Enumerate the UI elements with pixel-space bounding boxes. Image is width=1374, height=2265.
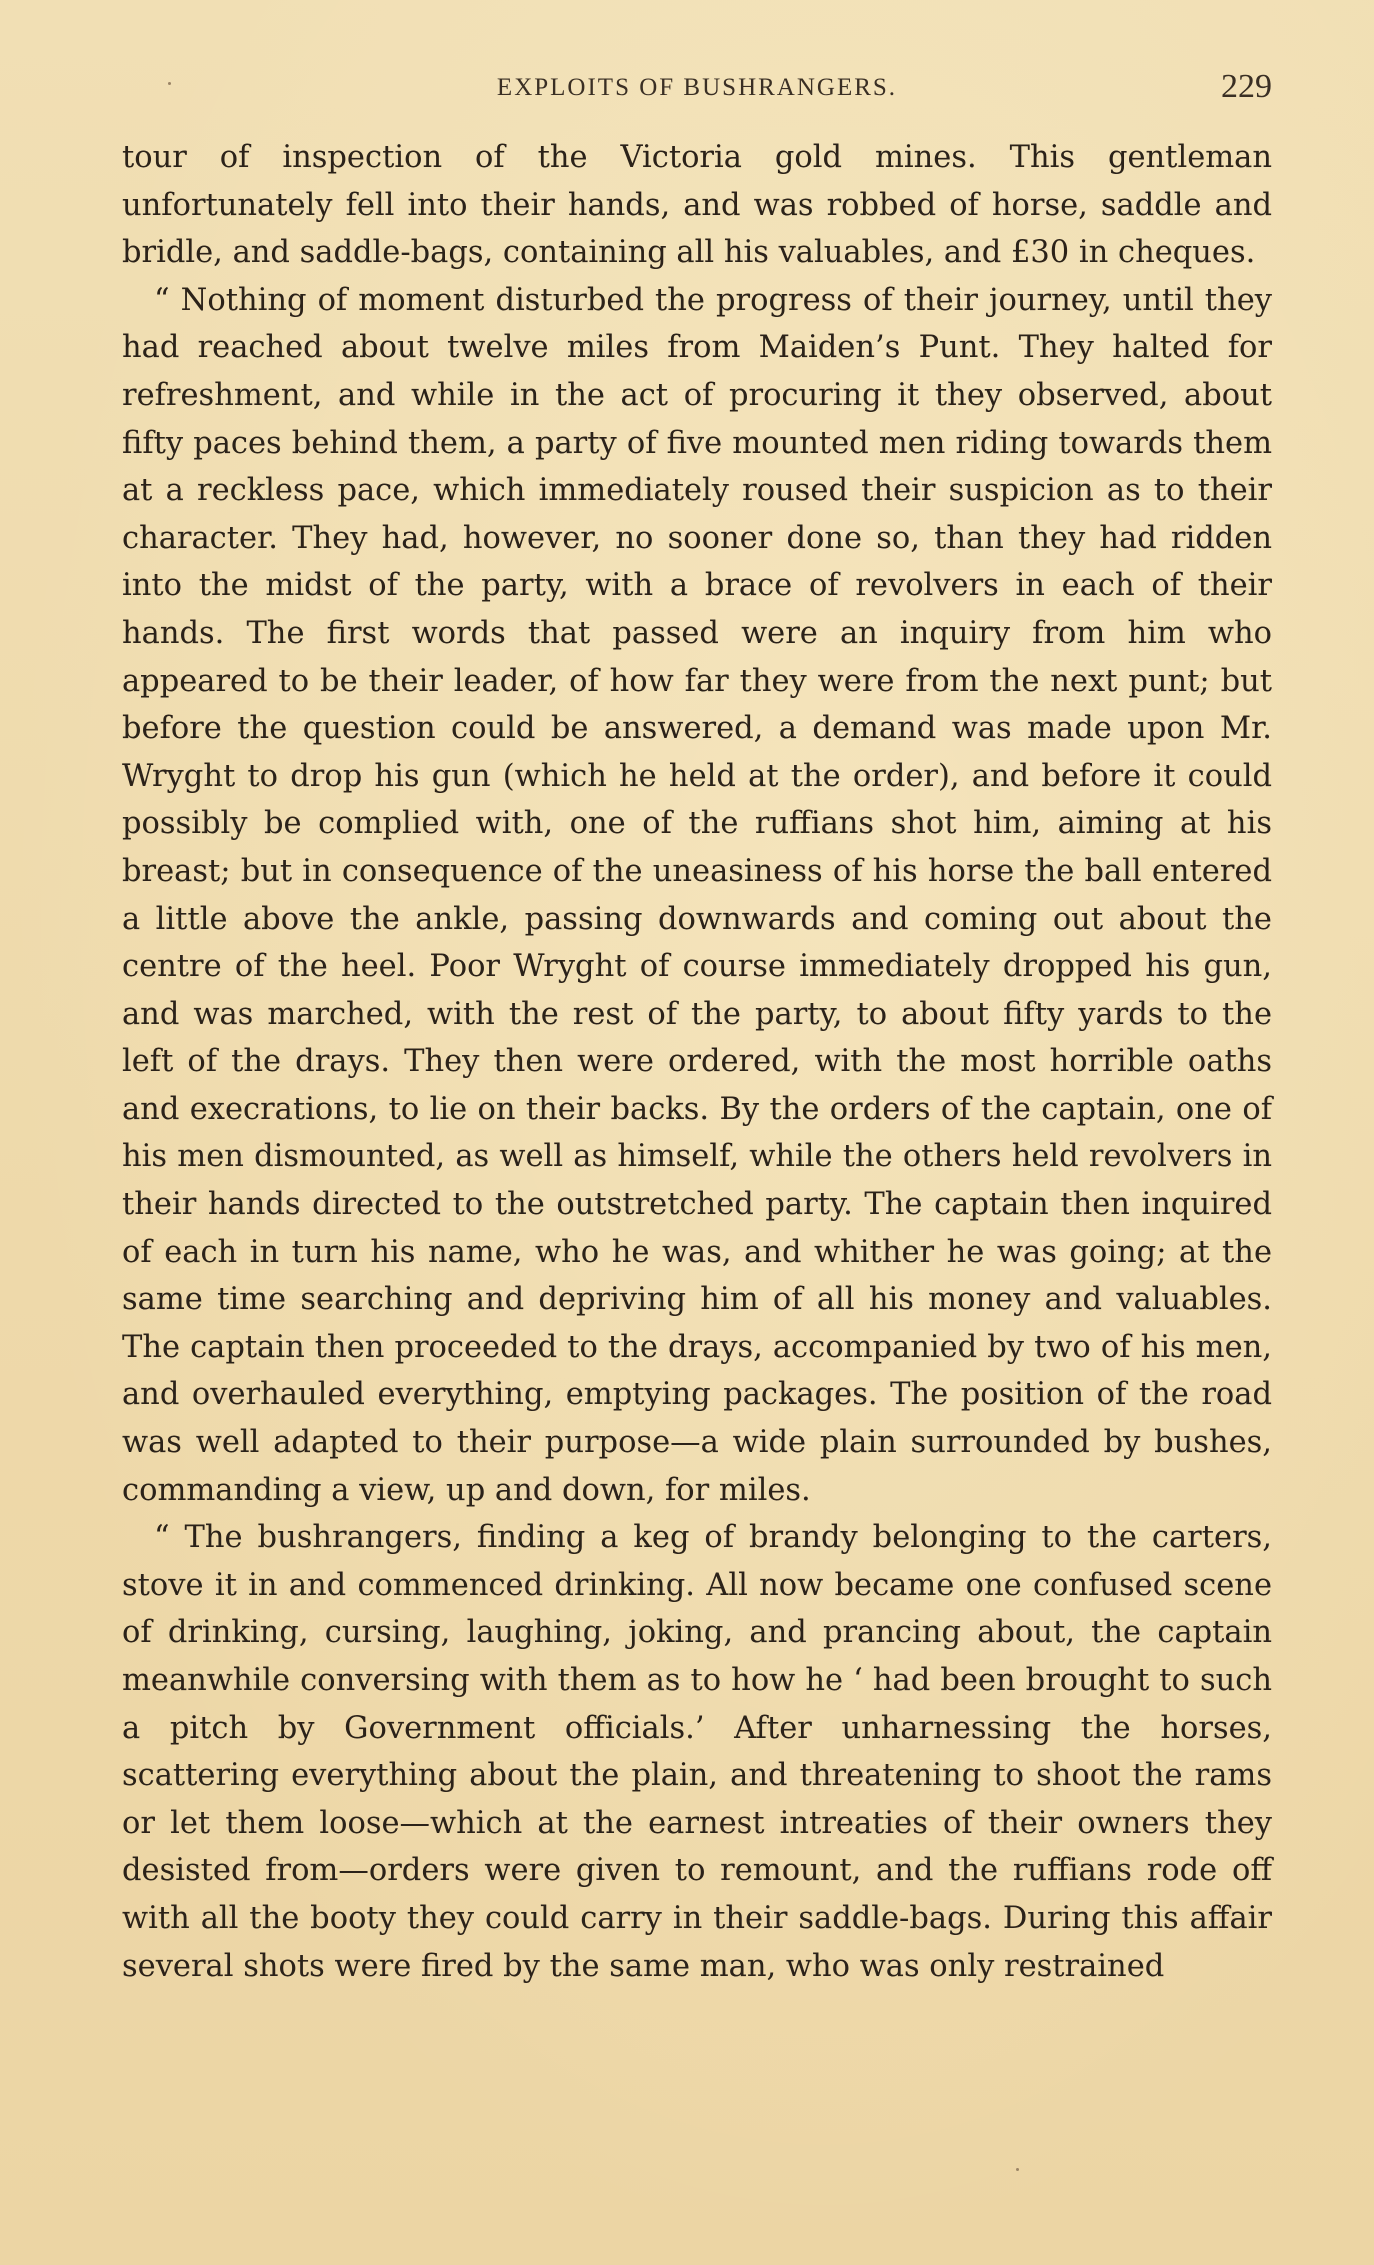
page-number: 229 xyxy=(1221,68,1272,105)
paragraph: “ The bushrangers, finding a keg of brandy belonging to the carters, stove it in and commenced drinking. All now became one confused scene of drinking, cursing, laughing, joking, and prancing about, the captain meanwhile conversing with them as to how he ‘ had been brought to such a pitch by Government officials.’ After unharnessing the horses, scattering everything about the plain, and threatening to shoot the rams or let them loose—which at the earnest intreaties of their owners they desisted from—orders were given to remount, and the ruffians rode off with all the booty they could carry in their saddle-bags. During this affair several shots were fired by the same man, who was only restrained xyxy=(122,1520,1272,1984)
page-header xyxy=(122,70,1272,110)
running-title: EXPLOITS OF BUSHRANGERS. xyxy=(496,74,898,101)
body-text xyxy=(122,134,1272,1990)
paragraph: tour of inspection of the Victoria gold mines. This gentleman unfortunately fell into their hands, and was robbed of horse, saddle and bridle, and saddle-bags, containing all his valuables, and £30 in cheques. xyxy=(122,140,1272,271)
paragraph: “ Nothing of moment disturbed the progress of their journey, until they had reached about twelve miles from Maiden’s Punt. They halted for refreshment, and while in the act of procuring it they observed, about fifty paces behind them, a party of five mounted men riding towards them at a reckless pace, which immediately roused their suspicion as to their character. They had, however, no sooner done so, than they had ridden into the midst of the party, with a brace of revolvers in each of their hands. The first words that passed were an inquiry from him who appeared to be their leader, of how far they were from the next punt; but before the question could be answered, a demand was made upon Mr. Wryght to drop his gun (which he held at the order), and before it could possibly be complied with, one of the ruffians shot him, aiming at his breast; but in consequence of the uneasiness of his horse the ball entered a little above the ankle, passing downwards and coming out about the centre of the heel. Poor Wryght of course immediately dropped his gun, and was marched, with the rest of the party, to about fifty yards to the left of the drays. They then were ordered, with the most horrible oaths and execrations, to lie on their backs. By the orders of the captain, one of his men dismounted, as well as himself, while the others held revolvers in their hands directed to the outstretched party. The captain then inquired of each in turn his name, who he was, and whither he was going; at the same time searching and depriving him of all his money and valuables. The captain then proceeded to the drays, accompanied by two of his men, and overhauled everything, emptying packages. The position of the road was well adapted to their purpose—a wide plain surrounded by bushes, commanding a view, up and down, for miles. xyxy=(122,282,1272,1508)
paper-speck xyxy=(1016,2168,1019,2171)
paper-speck xyxy=(168,82,171,85)
